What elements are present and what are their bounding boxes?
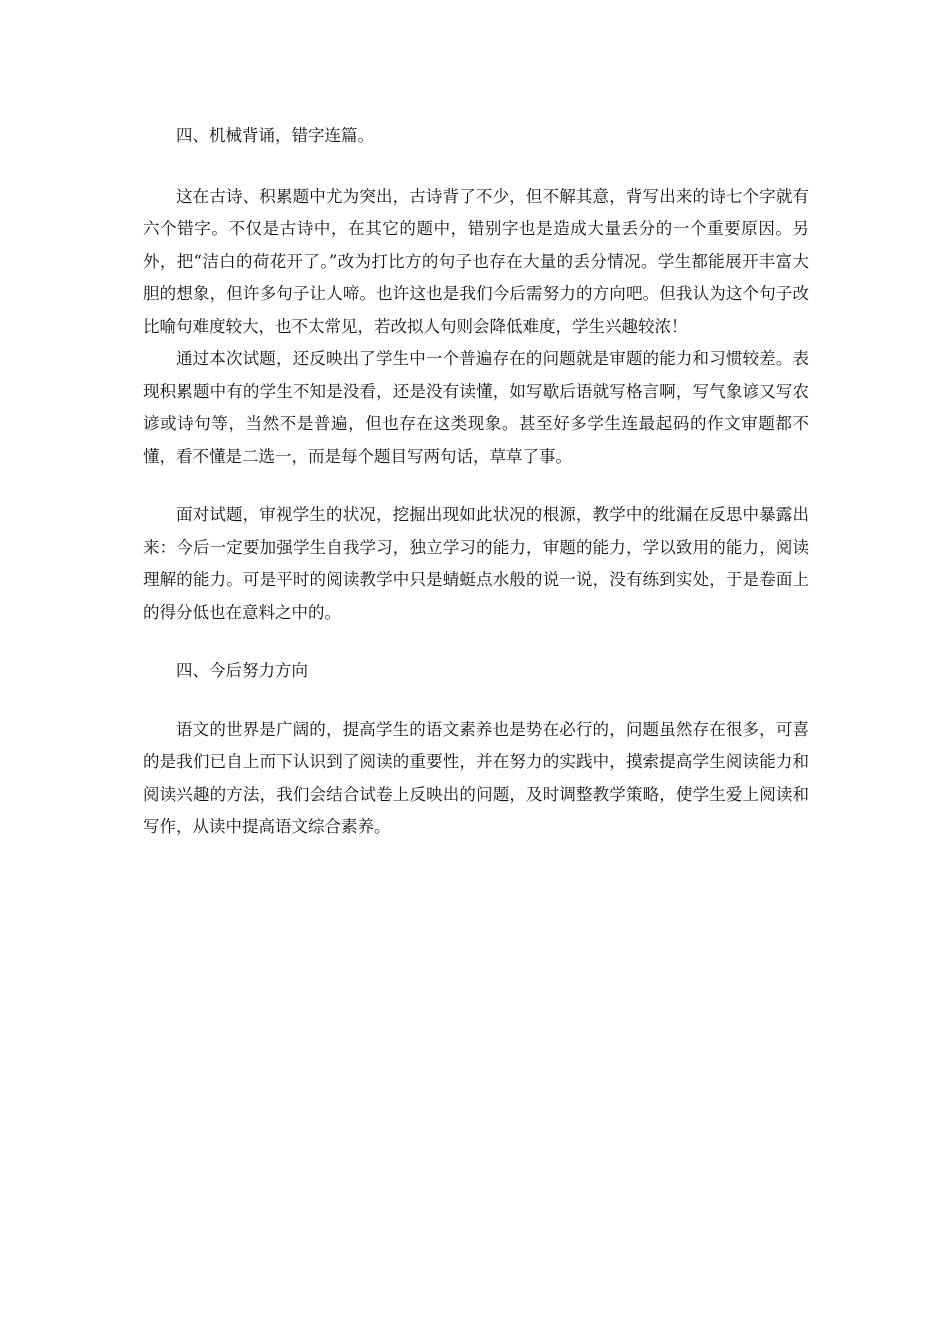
document-body — [143, 120, 809, 844]
section-heading-future-direction: 四、今后努力方向 — [176, 661, 308, 680]
paragraph-ancient-poetry-errors: 这在古诗、积累题中尤为突出，古诗背了不少，但不解其意，背写出来的诗七个字就有六个错字。不仅是古诗中，在其它的题中，错别字也是造成大量丢分的一个重要原因。另外，把“洁白的荷花开了。”改为打比方的句子也存在大量的丢分情况。学生都能展开丰富大胆的想象，但许多句子让人啼。也许这也是我们今后需努力的方向吧。但我认为这个句子改比喻句难度较大，也不太常见，若改拟人句则会降低难度，学生兴趣较浓！ — [143, 186, 809, 336]
paragraph-question-review-ability: 通过本次试题，还反映出了学生中一个普遍存在的问题就是审题的能力和习惯较差。表现积累题中有的学生不知是没看，还是没有读懂，如写歇后语就写格言啊，写气象谚又写农谚或诗句等，当然不是普遍，但也存在这类现象。甚至好多学生连最起码的作文审题都不懂，看不懂是二选一，而是每个题目写两句话，草草了事。 — [143, 349, 809, 466]
paragraph-teaching-reflection: 面对试题，审视学生的状况，挖掘出现如此状况的根源，教学中的纰漏在反思中暴露出来：今后一定要加强学生自我学习，独立学习的能力，审题的能力，学以致用的能力，阅读理解的能力。可是平时的阅读教学中只是蜻蜓点水般的说一说，没有练到实处，于是卷面上的得分低也在意料之中的。 — [143, 505, 809, 622]
paragraph-chinese-literacy: 语文的世界是广阔的，提高学生的语文素养也是势在必行的，问题虽然存在很多，可喜的是我们已自上而下认识到了阅读的重要性，并在努力的实践中，摸索提高学生阅读能力和阅读兴趣的方法，我们会结合试卷上反映出的问题，及时调整教学策略，使学生爱上阅读和写作，从读中提高语文综合素养。 — [143, 719, 809, 836]
section-heading-mechanical-recitation: 四、机械背诵，错字连篇。 — [176, 126, 374, 145]
